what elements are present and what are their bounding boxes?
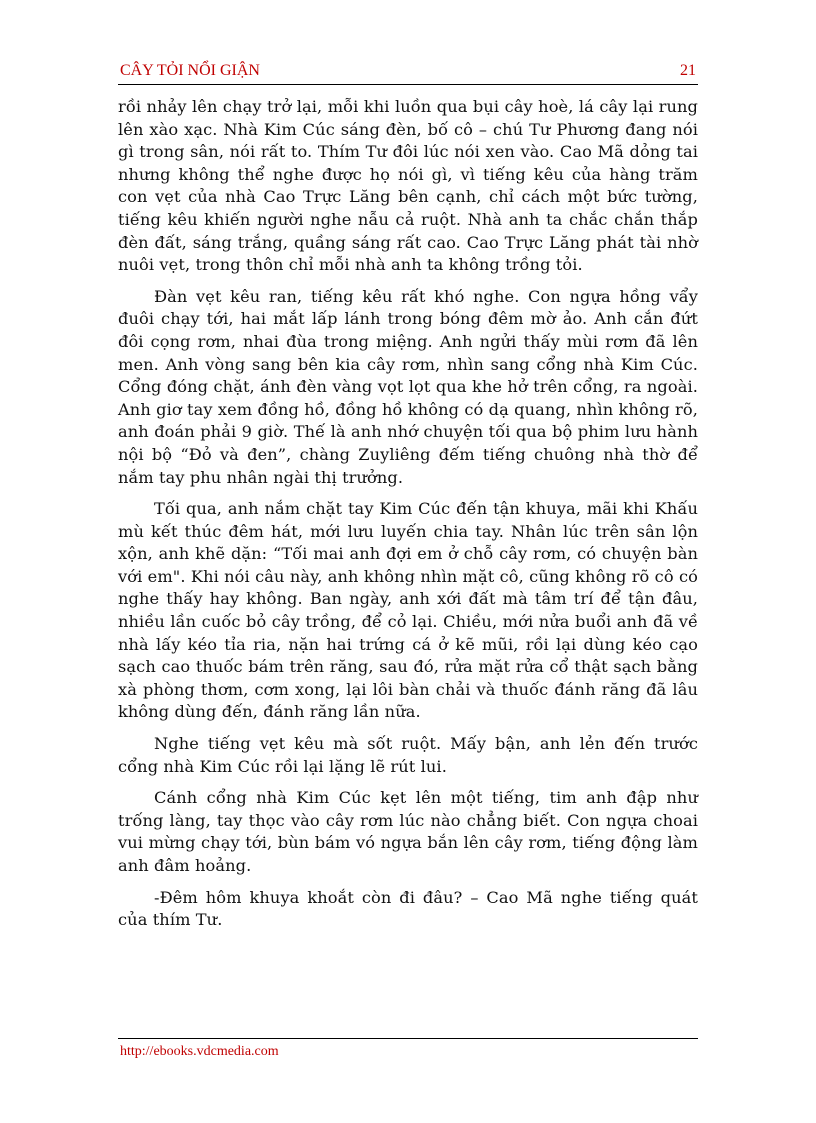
footer-link[interactable]: http://ebooks.vdcmedia.com: [120, 1044, 279, 1059]
book-title: CÂY TỎI NỔI GIẬN: [120, 62, 260, 79]
paragraph: rồi nhảy lên chạy trở lại, mỗi khi luồn qua bụi cây hoè, lá cây lại rung lên xào xạc. Nhà Kim Cúc sáng đèn, bố cô – chú Tư Phương đang nói gì trong sân, nói rất to. Thím Tư đôi lúc nói xen vào. Cao Mã dỏng tai nhưng không thể nghe được họ nói gì, vì tiếng kêu của hàng trăm con vẹt của nhà Cao Trực Lăng bên cạnh, chỉ cách một bức tường, tiếng kêu khiến người nghe nẫu cả ruột. Nhà anh ta chắc chắn thắp đèn đất, sáng trắng, quầng sáng rất cao. Cao Trực Lăng phát tài nhờ nuôi vẹt, trong thôn chỉ mỗi nhà anh ta không trồng tỏi.: [118, 97, 698, 275]
paragraph: -Đêm hôm khuya khoắt còn đi đâu? – Cao Mã nghe tiếng quát của thím Tư.: [118, 887, 698, 930]
page-footer: [118, 1038, 698, 1060]
paragraph: Tối qua, anh nắm chặt tay Kim Cúc đến tận khuya, mãi khi Khấu mù kết thúc đêm hát, mới lưu luyến chia tay. Nhân lúc trên sân lộn xộn, anh khẽ dặn: “Tối mai anh đợi em ở chỗ cây rơm, có chuyện bàn với em". Khi nói câu này, anh không nhìn mặt cô, cũng không rõ cô có nghe thấy hay không. Ban ngày, anh xới đất mà tâm trí để tận đâu, nhiều lần cuốc bỏ cây trồng, để cỏ lại. Chiều, mới nửa buổi anh đã về nhà lấy kéo tỉa ria, nặn hai trứng cá ở kẽ mũi, rồi lại dùng kéo cạo sạch cao thuốc bám trên răng, sau đó, rửa mặt rửa cổ thật sạch bằng xà phòng thơm, cơm xong, lại lôi bàn chải và thuốc đánh răng đã lâu không dùng đến, đánh răng lần nữa.: [118, 499, 698, 722]
page-header: [118, 62, 698, 85]
page-number: 21: [680, 62, 696, 79]
paragraph: Nghe tiếng vẹt kêu mà sốt ruột. Mấy bận, anh lẻn đến trước cổng nhà Kim Cúc rồi lại lặng lẽ rút lui.: [118, 734, 698, 776]
page-body: [118, 96, 698, 941]
paragraph: Cánh cổng nhà Kim Cúc kẹt lên một tiếng, tim anh đập như trống làng, tay thọc vào cây rơm lúc nào chẳng biết. Con ngựa choai vui mừng chạy tới, bùn bám vó ngựa bắn lên cây rơm, tiếng động làm anh đâm hoảng.: [118, 788, 698, 875]
paragraph: Đàn vẹt kêu ran, tiếng kêu rất khó nghe. Con ngựa hồng vẩy đuôi chạy tới, hai mắt lấp lánh trong bóng đêm mờ ảo. Anh cắn đứt đôi cọng rơm, nhai đùa trong miệng. Anh ngửi thấy mùi rơm đã lên men. Anh vòng sang bên kia cây rơm, nhìn sang cổng nhà Kim Cúc. Cổng đóng chặt, ánh đèn vàng vọt lọt qua khe hở trên cổng, ra ngoài. Anh giơ tay xem đồng hồ, đồng hồ không có dạ quang, nhìn không rõ, anh đoán phải 9 giờ. Thế là anh nhớ chuyện tối qua bộ phim lưu hành nội bộ “Đỏ và đen”, chàng Zuyliêng đếm tiếng chuông nhà thờ để nắm tay phu nhân ngài thị trưởng.: [118, 286, 698, 487]
